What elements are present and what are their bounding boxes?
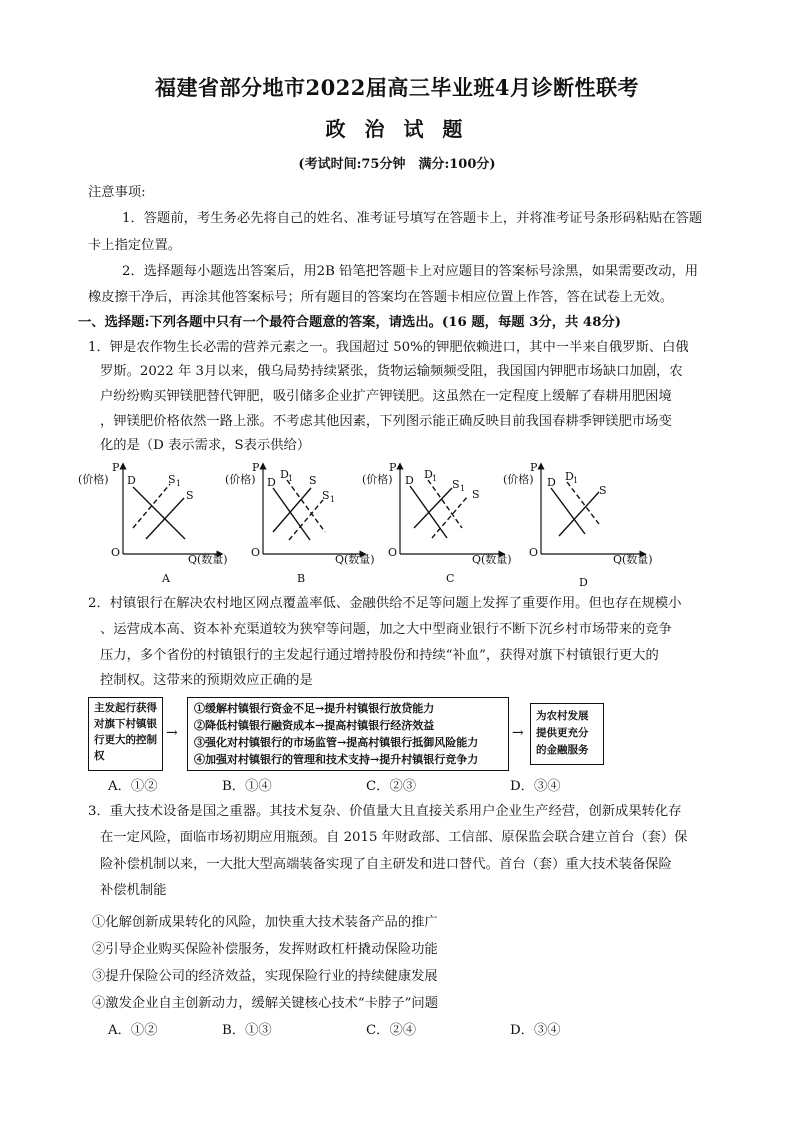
price-label: (价格) xyxy=(225,473,256,486)
note-2-line-1: 2．选择题每小题选出答案后，用2B 铅笔把答题卡上对应题目的答案标号涂黑，如果需要改动，用 xyxy=(122,264,699,279)
demand-line-d1 xyxy=(287,480,325,532)
s1-subscript: 1 xyxy=(176,479,182,488)
note-2-line-2: 橡皮擦干净后，再涂其他答案标号；所有题目的答案均在答题卡相应位置上作答，答在试卷上无效。 xyxy=(88,290,674,305)
price-label: (价格) xyxy=(503,473,534,486)
d1-label: D xyxy=(424,468,433,481)
p-label: P xyxy=(112,461,120,474)
s1-label: S xyxy=(168,473,176,486)
q2-option-a[interactable]: A．①② xyxy=(108,779,158,794)
flow-arrow-1: → xyxy=(166,725,178,741)
flow-arrow-2: → xyxy=(512,725,524,741)
q2-option-c[interactable]: C．②③ xyxy=(366,779,417,794)
q3-option-d[interactable]: D．③④ xyxy=(510,1023,561,1038)
q2-line-4: 控制权。这带来的预期效应正确的是 xyxy=(100,673,313,688)
s-label: S xyxy=(186,489,194,502)
exam-info: (考试时间:75分钟 满分:100分) xyxy=(298,157,496,172)
demand-label: D xyxy=(127,474,136,487)
q2-option-b[interactable]: B．①④ xyxy=(222,779,272,794)
note-1-line-1: 1．答题前，考生务必先将自己的姓名、准考证号填写在答题卡上，并将准考证号条形码粘贴在答题 xyxy=(122,211,703,226)
price-label: (价格) xyxy=(78,473,109,486)
flow-right-box: 为农村发展提供更充分的金融服务 xyxy=(530,703,604,765)
origin-label: O xyxy=(529,546,539,559)
s1-subscript: 1 xyxy=(330,495,336,504)
demand-line xyxy=(133,487,185,539)
q1-line-1: 1．钾是农作物生长必需的营养元素之一。我国超过 50%的钾肥依赖进口，其中一半来自俄罗斯、白俄 xyxy=(88,340,689,355)
s-label: S xyxy=(309,474,317,487)
d-label: D xyxy=(547,476,556,489)
section-1-heading: 一、选择题:下列各题中只有一个最符合题意的答案，请选出。(16 题，每题 3分，共 48分) xyxy=(78,315,622,330)
d1-label: D xyxy=(565,470,574,483)
d1-subscript: 1 xyxy=(573,476,579,485)
quantity-label: Q(数量) xyxy=(188,553,228,566)
p-label: P xyxy=(389,461,397,474)
supply-line-s xyxy=(414,488,452,528)
d1-subscript: 1 xyxy=(432,474,438,483)
graph-letter: C xyxy=(446,572,455,585)
q3-line-1: 3．重大技术设备是国之重器。其技术复杂、价值量大且直接关系用户企业生产经营，创新成果转化存 xyxy=(88,804,682,819)
q3-option-c[interactable]: C．②④ xyxy=(366,1023,417,1038)
d-label: D xyxy=(405,474,414,487)
q3-item-4: ④激发企业自主创新动力，缓解关键核心技术“卡脖子”问题 xyxy=(92,996,439,1011)
q2-line-3: 压力，多个省份的村镇银行的主发起行通过增持股份和持续“补血”，获得对旗下村镇银行更大的 xyxy=(100,648,659,663)
d1-label: D xyxy=(280,468,289,481)
note-1-line-2: 卡上指定位置。 xyxy=(88,238,182,253)
s-label: S xyxy=(472,488,480,501)
flow-left-box: 主发起行获得对旗下村镇银行更大的控制权 xyxy=(88,697,163,771)
graph-letter: A xyxy=(162,572,170,585)
p-label: P xyxy=(530,461,538,474)
q1-line-3: 户纷纷购买钾镁肥替代钾肥，吸引储多企业扩产钾镁肥。这虽然在一定程度上缓解了春耕用肥困境 xyxy=(100,389,672,404)
q3-line-2: 在一定风险，面临市场初期应用瓶颈。自 2015 年财政部、工信部、原保监会联合建立首台（套）保 xyxy=(100,830,688,845)
q3-item-3: ③提升保险公司的经济效益，实现保险行业的持续健康发展 xyxy=(92,969,438,984)
q3-line-4: 补偿机制能 xyxy=(100,883,167,898)
supply-line-s xyxy=(273,488,311,532)
q1-line-2: 罗斯。2022 年 3月以来，俄乌局势持续紧张，货物运输频频受阻，我国国内钾肥市场缺口加剧，农 xyxy=(100,364,683,379)
q2-line-1: 2．村镇银行在解决农村地区网点覆盖率低、金融供给不足等问题上发挥了重要作用。但也存在规模小 xyxy=(88,596,682,611)
supply-line-s1 xyxy=(432,496,468,538)
p-label: P xyxy=(252,461,260,474)
graph-letter: D xyxy=(579,576,588,589)
d1-subscript: 1 xyxy=(288,474,294,483)
q2-line-2: 、运营成本高、资本补充渠道较为狭窄等问题，加之大中型商业银行不断下沉乡村市场带来的竞争 xyxy=(100,622,672,637)
q3-line-3: 险补偿机制以来，一大批大型高端装备实现了自主研发和进口替代。首台（套）重大技术装备保险 xyxy=(100,857,672,872)
q3-option-a[interactable]: A．①② xyxy=(108,1023,158,1038)
flow-middle-box xyxy=(187,697,509,771)
notes-heading: 注意事项: xyxy=(88,185,146,200)
s1-label: S xyxy=(322,489,330,502)
demand-line-d1 xyxy=(567,482,599,524)
s1-label: S xyxy=(452,478,460,491)
s-label: S xyxy=(599,484,607,497)
q3-item-1: ①化解创新成果转化的风险，加快重大技术装备产品的推广 xyxy=(92,915,438,930)
origin-label: O xyxy=(388,546,398,559)
q1-line-5: 化的是（D 表示需求，S表示供给） xyxy=(100,438,311,453)
subject-title: 政 治 试 题 xyxy=(325,117,469,141)
d-label: D xyxy=(267,476,276,489)
quantity-label: Q(数量) xyxy=(472,553,512,566)
q3-option-b[interactable]: B．①③ xyxy=(222,1023,272,1038)
s1-subscript: 1 xyxy=(460,484,466,493)
graph-letter: B xyxy=(297,572,306,585)
origin-label: O xyxy=(111,546,121,559)
flow-item-2: ②降低村镇银行融资成本→提高村镇银行经济效益 xyxy=(194,719,435,732)
flow-item-3: ③强化对村镇银行的市场监管→提高村镇银行抵御风险能力 xyxy=(194,736,479,749)
origin-label: O xyxy=(251,546,261,559)
quantity-label: Q(数量) xyxy=(335,553,375,566)
price-label: (价格) xyxy=(362,473,393,486)
supply-line-s1 xyxy=(133,484,170,528)
q1-line-4: ，钾镁肥价格依然一路上涨。不考虑其他因素，下列图示能正确反映目前我国春耕季钾镁肥市场变 xyxy=(100,414,672,429)
flow-item-4: ④加强对村镇银行的管理和技术支持→提升村镇银行竞争力 xyxy=(194,753,479,766)
quantity-label: Q(数量) xyxy=(613,553,653,566)
document-title: 福建省部分地市2022届高三毕业班4月诊断性联考 xyxy=(154,75,640,100)
graph-d xyxy=(503,462,673,594)
flow-item-1: ①缓解村镇银行资金不足→提升村镇银行放贷能力 xyxy=(194,702,435,715)
q2-option-d[interactable]: D．③④ xyxy=(510,779,561,794)
graph-a xyxy=(78,462,248,591)
q3-item-2: ②引导企业购买保险补偿服务，发挥财政杠杆撬动保险功能 xyxy=(92,942,438,957)
